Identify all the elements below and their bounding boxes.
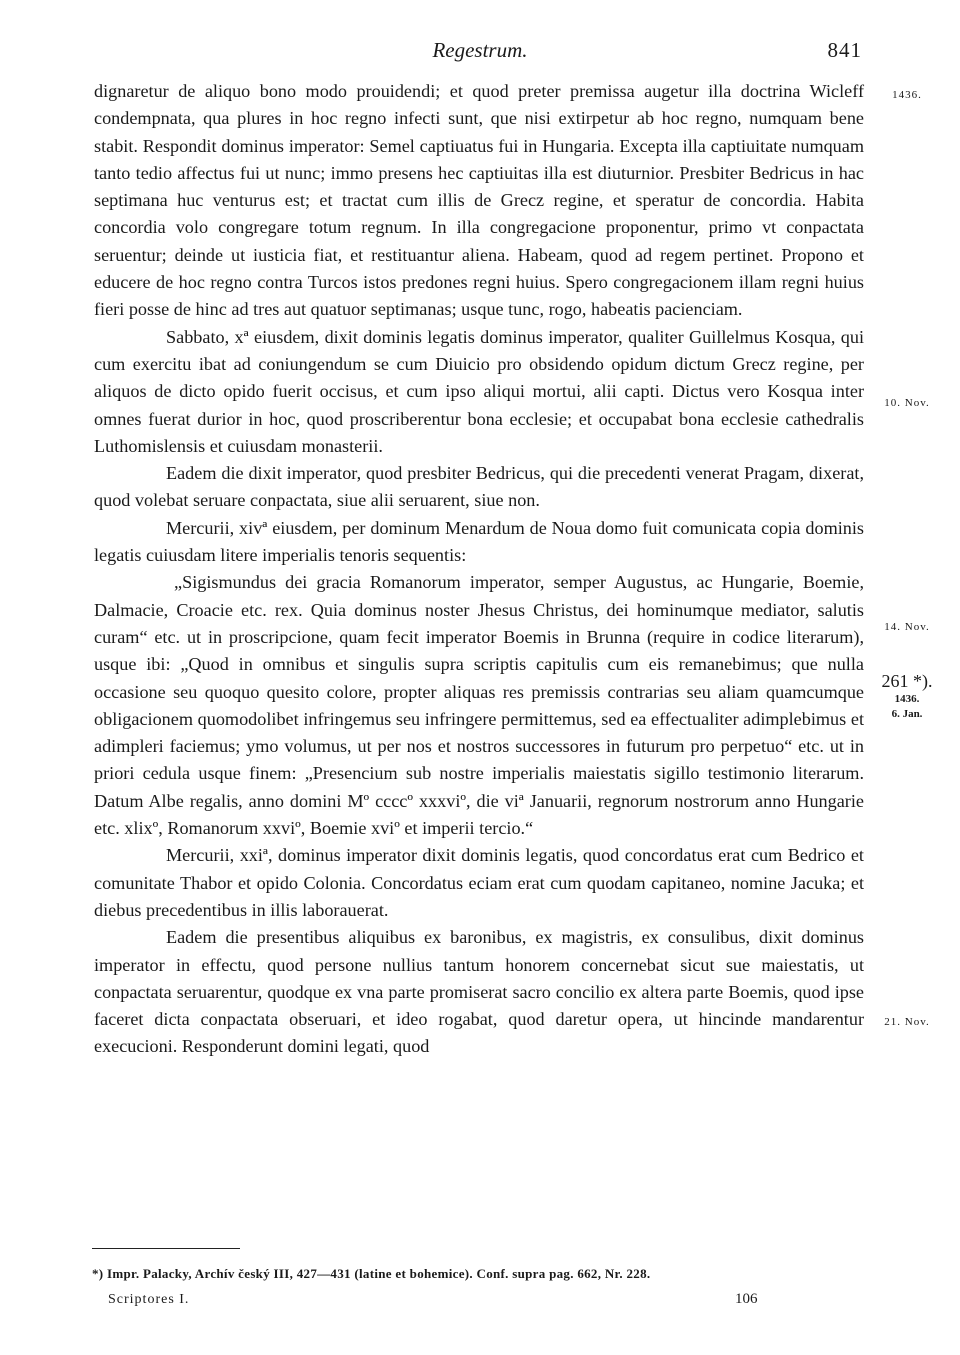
- document-number: 261 *).: [881, 671, 933, 691]
- paragraph-sabbato: Sabbato, xª eiusdem, dixit dominis legatis dominus imperator, qualiter Guillelmus Kosqua, qui cum exercitu ibat ad coniungendum se cum Diuicio pro obsidendo opidum dictum Grecz regine, per aliquos de dicto opido fuerit occisus, et cum ipso aliqui mortui, alii capti. Dictus vero Kosqua inter omnes fuerat durior in hoc, quod proscriberentur bona ecclesie; et occupabat bona ecclesie cathedralis Luthomislensis et cuiusdam monasterii.: [94, 326, 864, 456]
- page-number: 841: [827, 38, 862, 62]
- paragraph-continuation: dignaretur de aliquo bono modo prouidendi; et quod preter premissa augetur illa doctrina Wicleff condempnata, qua plures in hoc regno infecti sunt, que nisi extirpetur ab hoc regno, numquam bene stabit. Respondit dominus imperator: Semel captiuatus fui in Hungaria. Excepta illa captiuitate numquam tanto tedio affectus fui ut nunc; immo presens hec captiuitas illa est diuturnior. Presbiter Bedricus in hac septimana huc venturus est; et tractat cum illis de Grecz regine, et speratur de concordia. Habita concordia volo congregare totum regnum. In illa congregacione proponentur, primo vt conpactata seruentur; deinde ut iusticia fiat, et restituantur aliena. Habeam, quod ad regem pertinet. Propono et educere de hoc regno contra Turcos istos predones regni huius. Spero congregacionem illam regni huius fieri posse de hinc ad tres aut quatuor septimanas; usque tunc, rogo, habeatis pacienciam.: [94, 81, 864, 320]
- paragraph-eadem-die: Eadem die dixit imperator, quod presbiter Bedricus, qui die precedenti venerat Pragam, dixerat, quod volebat seruare conpactata, siue alii seruarent, siue non.: [94, 463, 864, 511]
- footnote-divider: [92, 1248, 240, 1249]
- margin-date-10-nov: 10. Nov.: [884, 397, 930, 409]
- footnote: *) Impr. Palacky, Archív český III, 427—431 (latine et bohemice). Conf. supra pag. 662, Nr. 228.: [92, 1266, 651, 1281]
- document-year: 1436.: [894, 693, 920, 705]
- paragraph-mercurii-xxi: Mercurii, xxiª, dominus imperator dixit dominis legatis, quod concordatus erat cum Bedrico et comunitate Thabor et opido Colonia. Concordatus eciam erat cum quodam capitaneo, nomine Jacuka; et diebus precedentibus in illis laborauerat.: [94, 845, 864, 920]
- running-title: Regestrum.: [432, 38, 528, 62]
- margin-date-21-nov: 21. Nov.: [884, 1016, 930, 1028]
- footer-sheet-number: 106: [735, 1291, 758, 1307]
- document-date: 6. Jan.: [891, 708, 923, 720]
- margin-year: 1436.: [892, 89, 922, 101]
- paragraph-letter-quote: „Sigismundus dei gracia Romanorum imperator, semper Augustus, ac Hungarie, Boemie, Dalmacie, Croacie etc. rex. Quia dominus noster Jhesus Christus, dei hominumque mediator, salutis curam“ etc. ut in proscripcione, quam fecit imperator Boemis in Brunna (require in codice literarum), usque ibi: „Quod in omnibus et singulis supra scriptis capitulis cum eis remanebimus; que nulla occasione seu quoquo quesito colore, propter aliquas res premissis contrarias seu aliam quamcumque obligacionem quomodolibet infringemus seu infringere permittemus, sed ea effectualiter adimplebimus et adimpleri faciemus; ymo volumus, ut per nos et nostros successores in futurum pro perpetuo“ etc. ut in priori cedula usque finem: „Presencium sub nostre imperialis maiestatis sigillo testimonio literarum. Datum Albe regalis, anno domini Mº ccccº xxxviº, die viª Januarii, regnorum nostrorum anno Hungarie etc. xlixº, Romanorum xxviº, Boemie xviº et imperii tercio.“: [94, 572, 864, 839]
- body-text: [94, 78, 864, 1061]
- paragraph-eadem-die-barons: Eadem die presentibus aliquibus ex baronibus, ex magistris, ex consulibus, dixit dominus imperator in effectu, quod persone nullius tantum honorem concernebat sicut sue maiestatis, ut conpactata seruarentur, quodque ex vna parte promiserat sacro concilio ex altera parte Boemis, quod ipse faceret dicta conpactata obseruari, et ideo rogabat, quod daretur opera, ut hincinde mandarentur execucioni. Responderunt domini legati, quod: [94, 927, 864, 1057]
- paragraph-mercurii-xiv: Mercurii, xivª eiusdem, per dominum Menardum de Noua domo fuit comunicata copia dominis legatis cuiusdam litere imperialis tenoris sequentis:: [94, 517, 864, 566]
- footer-signature: Scriptores I.: [108, 1292, 190, 1307]
- margin-document-ref: [862, 670, 952, 722]
- margin-date-14-nov: 14. Nov.: [884, 621, 930, 633]
